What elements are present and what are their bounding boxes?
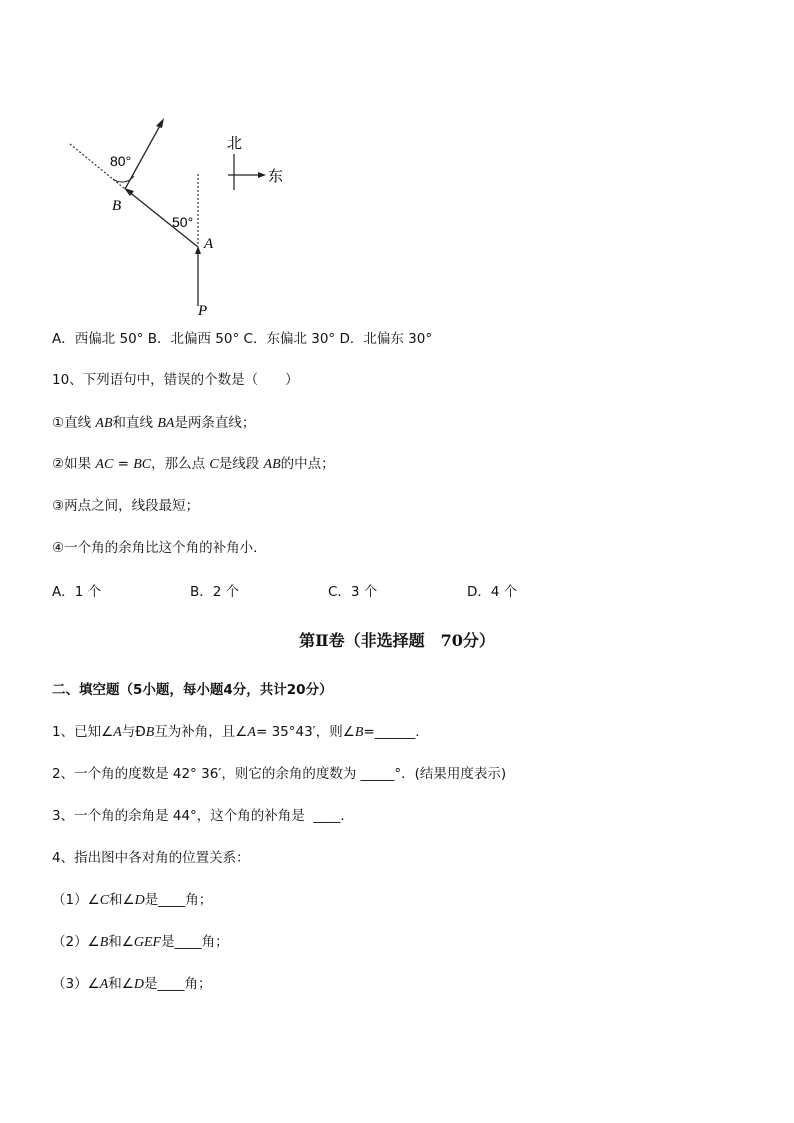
q10-statement-4: ④一个角的余角比这个角的补角小． <box>52 540 267 556</box>
fill-q2: 2、一个角的度数是 42° 36′，则它的余角的度数为 _____°．(结果用度表示) <box>52 766 507 782</box>
part2-title: 第Ⅱ卷（非选择题 70分） <box>299 631 495 650</box>
arrowhead-a <box>195 246 201 254</box>
q10-statement-1: ①直线 AB和直线 BA是两条直线； <box>52 415 256 431</box>
direction-figure <box>52 110 302 320</box>
angle-label-80: 80° <box>110 153 132 169</box>
point-label-a: A <box>204 236 214 252</box>
q10-option-b: B．2 个 <box>190 584 240 600</box>
fill-q4-part3: （3）∠A和∠D是____角； <box>52 976 212 992</box>
section-heading: 二、填空题（5小题，每小题4分，共计20分） <box>52 682 333 698</box>
angle-arc-b <box>113 176 134 182</box>
compass-north-label: 北 <box>227 134 243 152</box>
q10-option-d: D．4 个 <box>467 584 518 600</box>
point-label-b: B <box>112 198 122 214</box>
compass-east-label: 东 <box>268 167 284 185</box>
q10-stem: 10、下列语句中，错误的个数是（ ） <box>52 372 299 388</box>
fill-q4-part1: （1）∠C和∠D是____角； <box>52 892 213 908</box>
q9-options: A．西偏北 50° B．北偏西 50° C．东偏北 30° D．北偏东 30° <box>52 331 433 347</box>
fill-q3: 3、一个角的余角是 44°，这个角的补角是 ____． <box>52 808 354 824</box>
q10-statement-3: ③两点之间，线段最短； <box>52 498 200 514</box>
compass-arrowhead-east <box>258 172 266 178</box>
arrowhead-ray-b <box>156 118 164 128</box>
angle-label-50: 50° <box>172 214 194 230</box>
q10-option-a: A．1 个 <box>52 584 102 600</box>
q10-statement-2: ②如果 AC = BC，那么点 C是线段 AB的中点； <box>52 456 335 472</box>
fill-q4: 4、指出图中各对角的位置关系： <box>52 850 250 866</box>
fill-q1: 1、已知∠A与ÐB互为补角，且∠A= 35°43′，则∠B=______. <box>52 724 420 740</box>
q10-option-c: C．3 个 <box>328 584 378 600</box>
fill-q4-part2: （2）∠B和∠GEF是____角； <box>52 934 229 950</box>
point-label-p: P <box>198 303 208 319</box>
